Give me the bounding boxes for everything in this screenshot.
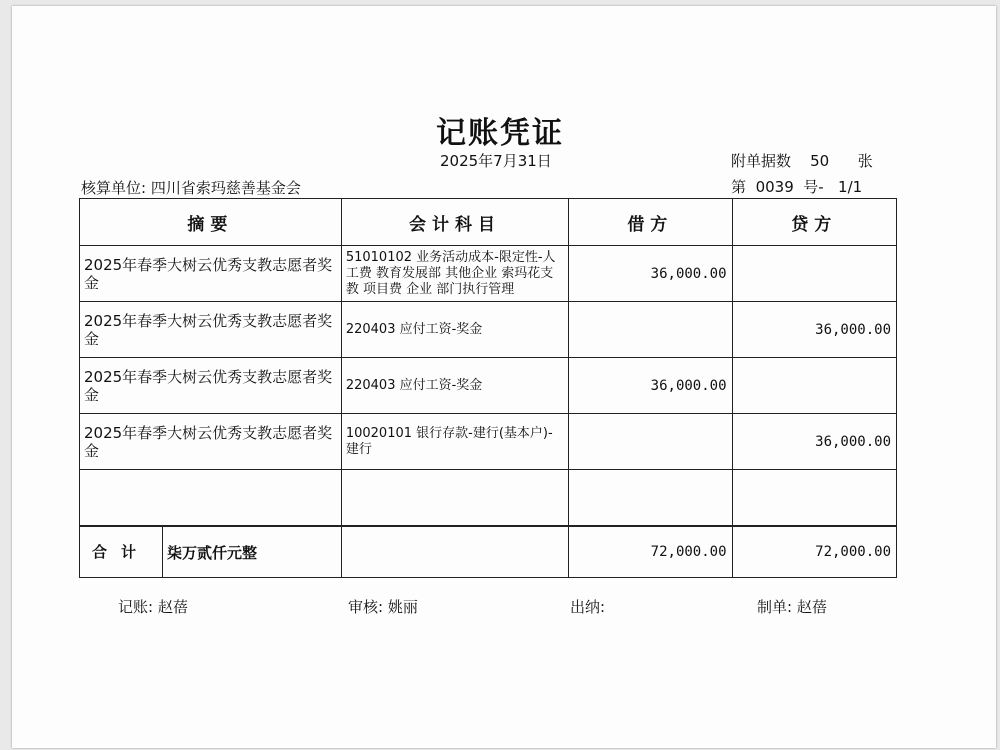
row-credit <box>732 358 896 414</box>
table-row <box>80 246 897 302</box>
row-credit <box>732 246 896 302</box>
header-account: 会计科目 <box>341 199 568 246</box>
row-account: 51010102 业务活动成本-限定性-人工费 教育发展部 其他企业 索玛花支教 项目费 企业 部门执行管理 <box>341 246 568 302</box>
row-debit: 36,000.00 <box>569 246 732 302</box>
unit-name: 四川省索玛慈善基金会 <box>150 179 301 197</box>
attachments-count: 50 <box>810 152 830 170</box>
table-header-row <box>80 199 897 246</box>
preparer: 制单: 赵蓓 <box>757 598 827 616</box>
attachments-unit: 张 <box>857 152 873 170</box>
table-row <box>80 302 897 358</box>
total-row <box>80 526 897 578</box>
voucher-no-suffix: 号- <box>803 178 824 196</box>
row-debit <box>569 414 732 470</box>
row-summary: 2025年春季大树云优秀支教志愿者奖金 <box>80 358 342 414</box>
bookkeeper: 记账: 赵蓓 <box>118 598 188 616</box>
row-account: 220403 应付工资-奖金 <box>341 358 568 414</box>
cashier: 出纳: <box>570 598 606 616</box>
voucher-table <box>79 198 897 578</box>
header-summary: 摘要 <box>80 199 342 246</box>
row-account <box>341 470 568 527</box>
row-account: 220403 应付工资-奖金 <box>341 302 568 358</box>
total-label: 合计 <box>80 527 163 577</box>
voucher-number <box>731 176 862 197</box>
voucher-title: 记账凭证 <box>436 116 564 151</box>
total-debit: 72,000.00 <box>569 526 732 578</box>
total-account-blank <box>341 526 568 578</box>
voucher-page: 1/1 <box>838 178 863 196</box>
row-debit <box>569 470 732 527</box>
row-debit: 36,000.00 <box>569 358 732 414</box>
row-credit: 36,000.00 <box>732 414 896 470</box>
row-credit <box>732 470 896 527</box>
voucher-no-label: 第 <box>731 178 747 196</box>
total-amount-words: 柒万贰仟元整 <box>167 543 258 562</box>
row-summary: 2025年春季大树云优秀支教志愿者奖金 <box>80 246 342 302</box>
header-debit: 借方 <box>569 199 732 246</box>
total-credit: 72,000.00 <box>732 526 896 578</box>
header-credit: 贷方 <box>732 199 896 246</box>
row-credit: 36,000.00 <box>732 302 896 358</box>
table-row-empty <box>80 470 897 527</box>
row-summary <box>80 470 342 527</box>
unit-label: 核算单位: <box>81 179 147 197</box>
table-row <box>80 358 897 414</box>
attachments-label: 附单据数 <box>731 152 792 170</box>
row-summary: 2025年春季大树云优秀支教志愿者奖金 <box>80 302 342 358</box>
accounting-unit <box>81 177 301 198</box>
table-row <box>80 414 897 470</box>
row-debit <box>569 302 732 358</box>
row-account: 10020101 银行存款-建行(基本户)-建行 <box>341 414 568 470</box>
row-summary: 2025年春季大树云优秀支教志愿者奖金 <box>80 414 342 470</box>
voucher-no-value: 0039 <box>755 178 794 196</box>
reviewer: 审核: 姚丽 <box>348 598 418 616</box>
total-cell <box>80 526 342 578</box>
voucher-date: 2025年7月31日 <box>440 152 552 170</box>
attachments-info <box>731 150 873 171</box>
